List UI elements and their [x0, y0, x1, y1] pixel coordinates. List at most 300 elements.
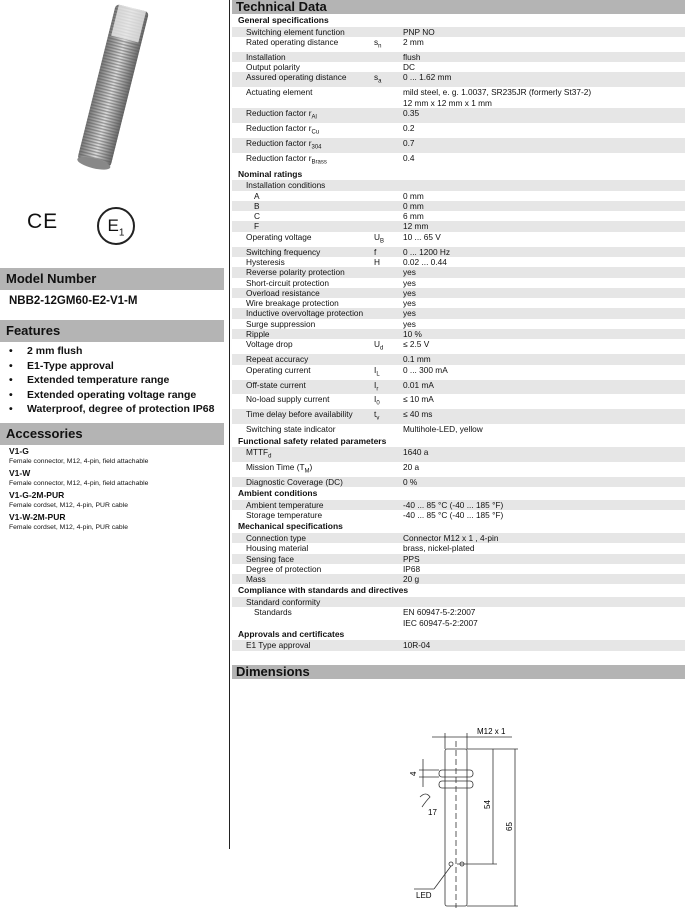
spec-label-text: Reduction factor r	[246, 122, 312, 133]
bullet-icon: •	[9, 403, 13, 416]
spec-row	[232, 27, 685, 37]
spec-label-text: Time delay before availability	[246, 409, 353, 420]
spec-row	[232, 180, 685, 190]
spec-row	[232, 564, 685, 574]
spec-row	[232, 72, 685, 87]
spec-symbol	[374, 123, 403, 138]
spec-label-text: Short-circuit protection	[246, 277, 330, 288]
spec-label-text: Diagnostic Coverage (DC)	[246, 477, 343, 488]
spec-value: DC	[403, 62, 415, 73]
symbol-sub: a	[378, 79, 382, 85]
spec-label-text: MTTF	[246, 447, 269, 458]
spec-row	[232, 409, 685, 424]
spec-label-text: Operating voltage	[246, 231, 312, 242]
spec-label	[232, 500, 374, 510]
spec-label-text: Standards	[254, 607, 292, 618]
spec-label	[232, 267, 374, 277]
spec-row	[232, 365, 685, 380]
bullet-icon: •	[9, 359, 13, 372]
spec-label-sub: M	[304, 468, 310, 475]
spec-label	[232, 108, 374, 123]
spec-label	[232, 87, 374, 108]
spec-value: 0 ... 1.62 mm	[403, 72, 452, 83]
spec-value: Multihole-LED, yellow	[403, 424, 483, 435]
spec-label-text: Installation	[246, 51, 286, 62]
spec-symbol	[374, 278, 403, 288]
spec-label-text: Wire breakage protection	[246, 298, 339, 309]
spec-row	[232, 574, 685, 584]
spec-value: -40 ... 85 °C (-40 ... 185 °F)	[403, 510, 504, 521]
spec-label	[232, 180, 374, 190]
symbol-sub: v	[376, 416, 380, 423]
spec-row	[232, 597, 685, 607]
spec-value: 0.01 mA	[403, 379, 434, 390]
spec-label-text: Mission Time (T	[246, 462, 305, 473]
section-title: General specifications	[238, 15, 329, 25]
spec-row	[232, 108, 685, 123]
accessory-desc: Female connector, M12, 4-pin, field attachable	[9, 458, 149, 465]
spec-symbol	[374, 308, 403, 318]
spec-label	[232, 574, 374, 584]
symbol-text: f	[374, 246, 377, 257]
left-column	[0, 0, 229, 849]
accessory-desc: Female cordset, M12, 4-pin, PUR cable	[9, 524, 128, 531]
accessory-item[interactable]	[9, 446, 148, 468]
e1-sub: 1	[118, 227, 125, 239]
symbol-sub: L	[376, 371, 380, 378]
spec-symbol	[374, 221, 403, 231]
spec-symbol	[374, 257, 403, 267]
spec-symbol	[374, 424, 403, 434]
spec-symbol	[374, 597, 403, 607]
spec-value: 0.35	[403, 107, 420, 118]
spec-label	[232, 379, 377, 395]
spec-row	[232, 554, 685, 564]
spec-value: 10 ... 65 V	[403, 231, 441, 242]
spec-value: 10R-04	[403, 640, 431, 651]
spec-row	[232, 211, 685, 221]
symbol-text: U	[374, 231, 380, 242]
spec-label-sub: d	[268, 453, 272, 460]
spec-row	[232, 394, 685, 409]
spec-symbol	[374, 37, 403, 52]
spec-value: yes	[403, 287, 416, 298]
spec-row	[232, 500, 685, 510]
spec-label	[232, 607, 374, 628]
accessory-item[interactable]	[9, 512, 148, 534]
spec-label	[232, 191, 374, 201]
spec-symbol	[374, 211, 403, 221]
spec-value: yes	[403, 298, 416, 309]
spec-value: ≤ 40 ms	[403, 409, 433, 420]
spec-value: EN 60947-5-2:2007 IEC 60947-5-2:2007	[403, 607, 478, 628]
bullet-icon: •	[9, 345, 13, 357]
spec-symbol	[374, 500, 403, 510]
feature-text: Waterproof, degree of protection IP68	[27, 403, 215, 416]
spec-label-text: Installation conditions	[246, 180, 326, 191]
feature-item	[9, 344, 214, 359]
spec-value: Connector M12 x 1 , 4-pin	[403, 532, 499, 543]
spec-label	[232, 308, 374, 318]
spec-symbol	[374, 319, 403, 329]
spec-label-text: Surge suppression	[246, 318, 316, 329]
spec-row	[232, 329, 685, 339]
spec-label	[232, 424, 374, 434]
spec-symbol	[374, 574, 403, 584]
spec-label	[232, 278, 374, 288]
symbol-text: I	[374, 379, 377, 390]
spec-label	[232, 257, 374, 267]
spec-value: yes	[403, 267, 416, 278]
spec-label-text: B	[254, 200, 260, 211]
e1-letter: E	[107, 216, 119, 235]
symbol-text: s	[374, 72, 379, 83]
spec-label-text: Inductive overvoltage protection	[246, 308, 364, 319]
dimension-drawing	[232, 679, 685, 909]
spec-row	[232, 247, 685, 257]
technical-data-header: Technical Data	[232, 0, 685, 14]
spec-label	[232, 138, 374, 153]
spec-row	[232, 288, 685, 298]
spec-symbol	[374, 409, 403, 424]
spec-label-sub: 304	[311, 144, 322, 151]
spec-symbol	[374, 298, 403, 308]
spec-row	[232, 477, 685, 487]
spec-label	[232, 447, 374, 462]
feature-item	[9, 388, 214, 403]
spec-label-sub: Cu	[311, 129, 320, 136]
feature-text: E1-Type approval	[27, 359, 114, 372]
spec-label-text: Switching state indicator	[246, 424, 336, 435]
spec-label-text: Standard conformity	[246, 596, 321, 607]
spec-value: yes	[403, 277, 416, 288]
spec-label	[232, 564, 374, 574]
spec-label-end: )	[309, 462, 313, 473]
column-divider	[229, 0, 230, 849]
spec-label-text: Hysteresis	[246, 256, 285, 267]
spec-label-text: A	[254, 190, 260, 201]
spec-row	[232, 267, 685, 277]
spec-label	[232, 37, 374, 52]
spec-symbol	[374, 138, 403, 153]
spec-symbol	[374, 339, 403, 354]
spec-row	[232, 380, 685, 395]
spec-row	[232, 201, 685, 211]
spec-value: 6 mm	[403, 211, 424, 222]
spec-row	[232, 87, 685, 108]
spec-row	[232, 447, 685, 462]
spec-value: 20 g	[403, 574, 420, 585]
spec-row	[232, 257, 685, 267]
spec-row	[232, 607, 685, 628]
spec-label	[232, 62, 374, 72]
spec-row	[232, 354, 685, 364]
spec-symbol	[374, 267, 403, 277]
spec-symbol	[374, 380, 403, 395]
spec-row	[232, 339, 685, 354]
spec-symbol	[374, 191, 403, 201]
spec-row	[232, 298, 685, 308]
spec-symbol	[374, 329, 403, 339]
feature-text: Extended operating voltage range	[27, 388, 197, 401]
spec-label	[232, 339, 374, 354]
spec-value: 0.7	[403, 137, 415, 148]
symbol-text: s	[374, 36, 379, 47]
spec-label	[232, 462, 374, 477]
spec-label	[232, 52, 374, 62]
spec-symbol	[374, 394, 403, 409]
ce-mark: CE	[27, 210, 59, 233]
spec-row	[232, 424, 685, 434]
spec-value: 1640 a	[403, 447, 429, 458]
led-label: LED	[416, 890, 432, 900]
accessories-header: Accessories	[0, 423, 224, 445]
section-title: Functional safety related parameters	[238, 435, 387, 446]
spec-label-text: Reverse polarity protection	[246, 267, 345, 278]
feature-item	[9, 359, 214, 374]
spec-label-text: Overload resistance	[246, 287, 320, 298]
spec-label-text: Switching element function	[246, 26, 345, 37]
spec-value: 0 ... 300 mA	[403, 364, 448, 375]
spec-row	[232, 462, 685, 477]
symbol-sub: 0	[376, 401, 380, 408]
spec-symbol	[374, 607, 403, 628]
symbol-text: U	[374, 339, 380, 350]
spec-row	[232, 62, 685, 72]
thread-length-label: 54	[483, 799, 492, 809]
spec-row	[232, 510, 685, 520]
symbol-text: I	[374, 364, 377, 375]
spec-label-text: Connection type	[246, 532, 306, 543]
accessory-desc: Female cordset, M12, 4-pin, PUR cable	[9, 502, 128, 509]
spec-symbol	[374, 232, 403, 247]
accessory-name: V1-G-2M-PUR	[9, 490, 65, 500]
spec-label	[232, 153, 374, 168]
spec-value: 0 %	[403, 477, 418, 488]
spec-symbol	[374, 477, 403, 487]
spec-symbol	[374, 564, 403, 574]
accessory-name: V1-G	[9, 446, 29, 456]
spec-value: -40 ... 85 °C (-40 ... 185 °F)	[403, 499, 504, 510]
spec-value: flush	[403, 51, 421, 62]
spec-symbol	[374, 365, 403, 380]
symbol-text: H	[374, 256, 380, 267]
spec-label	[232, 298, 374, 308]
spec-label-text: Mass	[246, 574, 266, 585]
spec-symbol	[374, 153, 403, 168]
spec-label-text: Rated operating distance	[246, 36, 339, 47]
spec-label-text: Reduction factor r	[246, 137, 312, 148]
spec-label-text: Reduction factor r	[246, 152, 312, 163]
spec-value: 20 a	[403, 462, 420, 473]
feature-text: Extended temperature range	[27, 374, 170, 387]
spec-value: PPS	[403, 553, 420, 564]
symbol-sub: r	[376, 386, 379, 393]
wrench-size-label: 17	[428, 807, 437, 817]
spec-row	[232, 232, 685, 247]
spec-label	[232, 27, 374, 37]
spec-value: 0.2	[403, 122, 415, 133]
spec-label	[232, 554, 374, 564]
spec-label-text: Housing material	[246, 543, 309, 554]
spec-value: brass, nickel-plated	[403, 543, 475, 554]
spec-label	[232, 394, 377, 409]
spec-label	[232, 510, 374, 520]
spec-symbol	[374, 180, 403, 190]
spec-symbol	[374, 543, 403, 553]
feature-text: 2 mm flush	[27, 345, 83, 357]
feature-item	[9, 402, 214, 417]
bullet-icon: •	[9, 388, 13, 401]
spec-row	[232, 221, 685, 231]
model-number-header: Model Number	[0, 268, 224, 290]
accessories-list	[9, 446, 148, 534]
spec-label-text: Degree of protection	[246, 563, 322, 574]
symbol-sub: B	[380, 238, 385, 245]
spec-label-text: F	[254, 221, 260, 232]
spec-label-text: Repeat accuracy	[246, 354, 309, 365]
spec-label	[232, 201, 374, 211]
thread-label: M12 x 1	[477, 726, 506, 736]
feature-item	[9, 373, 214, 388]
spec-label	[232, 543, 374, 553]
bullet-icon: •	[9, 374, 13, 387]
product-image	[0, 0, 228, 200]
spec-row	[232, 319, 685, 329]
spec-row	[232, 123, 685, 138]
spec-value: ≤ 2.5 V	[403, 339, 430, 350]
spec-label-text: Sensing face	[246, 553, 294, 564]
spec-symbol	[374, 510, 403, 520]
spec-value: 0 ... 1200 Hz	[403, 246, 451, 257]
spec-value: 12 mm	[403, 221, 429, 232]
features-header: Features	[0, 320, 224, 342]
accessory-name: V1-W	[9, 468, 31, 478]
spec-value: 0.1 mm	[403, 354, 431, 365]
spec-row	[232, 191, 685, 201]
spec-label	[232, 211, 374, 221]
accessory-desc: Female connector, M12, 4-pin, field attachable	[9, 480, 149, 487]
spec-value: yes	[403, 308, 416, 319]
spec-symbol	[374, 27, 403, 37]
spec-symbol	[374, 72, 403, 87]
accessory-item[interactable]	[9, 490, 148, 512]
spec-symbol	[374, 533, 403, 543]
spec-label	[232, 288, 374, 298]
spec-value: 2 mm	[403, 36, 424, 47]
section-title: Compliance with standards and directives	[238, 585, 409, 596]
spec-value: 0.02 ... 0.44	[403, 256, 447, 267]
features-list	[9, 344, 214, 417]
spec-symbol	[374, 52, 403, 62]
spec-label	[232, 533, 374, 543]
spec-symbol	[374, 447, 403, 462]
spec-value: PNP NO	[403, 26, 435, 37]
spec-label-text: Off-state current	[246, 379, 306, 390]
spec-symbol	[374, 108, 403, 123]
spec-symbol	[374, 462, 403, 477]
spec-label	[232, 221, 374, 231]
section-title: Approvals and certificates	[238, 628, 345, 639]
section-title: Mechanical specifications	[238, 521, 343, 532]
spec-label-text: C	[254, 211, 260, 222]
spec-symbol	[374, 554, 403, 564]
spec-symbol	[374, 247, 403, 257]
spec-label-text: Operating current	[246, 364, 311, 375]
spec-label	[232, 329, 374, 339]
spec-value: mild steel, e. g. 1.0037, SR235JR (formerly St37-2) 12 mm x 12 mm x 1 mm	[403, 87, 592, 108]
accessory-item[interactable]	[9, 468, 148, 490]
spec-label-text: E1 Type approval	[246, 640, 311, 651]
spec-value: 0.4	[403, 152, 415, 163]
e1-mark	[97, 207, 135, 245]
spec-symbol	[374, 201, 403, 211]
dimensions-header: Dimensions	[232, 665, 685, 679]
spec-label	[232, 597, 374, 607]
symbol-sub: n	[378, 43, 382, 50]
technical-data	[232, 0, 685, 909]
spec-label	[232, 354, 374, 364]
spec-label-text: Assured operating distance	[246, 72, 347, 83]
spec-symbol	[374, 640, 403, 650]
spec-symbol	[374, 288, 403, 298]
spec-value	[403, 180, 685, 190]
model-number: NBB2-12GM60-E2-V1-M	[9, 295, 138, 307]
symbol-sub: d	[380, 345, 384, 352]
symbol-text: I	[374, 394, 377, 405]
total-length-label: 65	[505, 821, 514, 831]
spec-label-text: Ambient temperature	[246, 499, 324, 510]
spec-label-sub: Al	[311, 114, 317, 121]
spec-value: 0 mm	[403, 190, 424, 201]
spec-row	[232, 37, 685, 52]
section-title: Ambient conditions	[238, 488, 318, 499]
spec-row	[232, 543, 685, 553]
spec-label-text: Ripple	[246, 329, 270, 340]
spec-symbol	[374, 354, 403, 364]
spec-label-text: No-load supply current	[246, 394, 330, 405]
spec-row	[232, 138, 685, 153]
spec-row	[232, 153, 685, 168]
spec-row	[232, 308, 685, 318]
spec-value: 0 mm	[403, 200, 424, 211]
spec-row	[232, 52, 685, 62]
spec-symbol	[374, 87, 403, 108]
accessory-name: V1-W-2M-PUR	[9, 512, 66, 522]
spec-label	[232, 409, 377, 424]
spec-label	[232, 232, 374, 247]
spec-label	[232, 123, 374, 138]
spec-label	[232, 477, 374, 487]
section-title: Nominal ratings	[238, 168, 303, 179]
spec-label	[232, 319, 374, 329]
spec-value: IP68	[403, 563, 421, 574]
spec-value: ≤ 10 mA	[403, 394, 434, 405]
spec-label	[232, 640, 374, 650]
spec-symbol	[374, 62, 403, 72]
spec-label-text: Actuating element	[246, 87, 313, 98]
spec-label	[232, 72, 374, 87]
spec-value	[403, 597, 685, 607]
spec-label-text: Voltage drop	[246, 339, 293, 350]
spec-row	[232, 278, 685, 288]
spec-label	[232, 246, 377, 257]
spec-label-text: Storage temperature	[246, 510, 323, 521]
spec-row	[232, 640, 685, 650]
spec-label-text: Reduction factor r	[246, 107, 312, 118]
spec-row	[232, 533, 685, 543]
spec-label-text: Output polarity	[246, 62, 300, 73]
